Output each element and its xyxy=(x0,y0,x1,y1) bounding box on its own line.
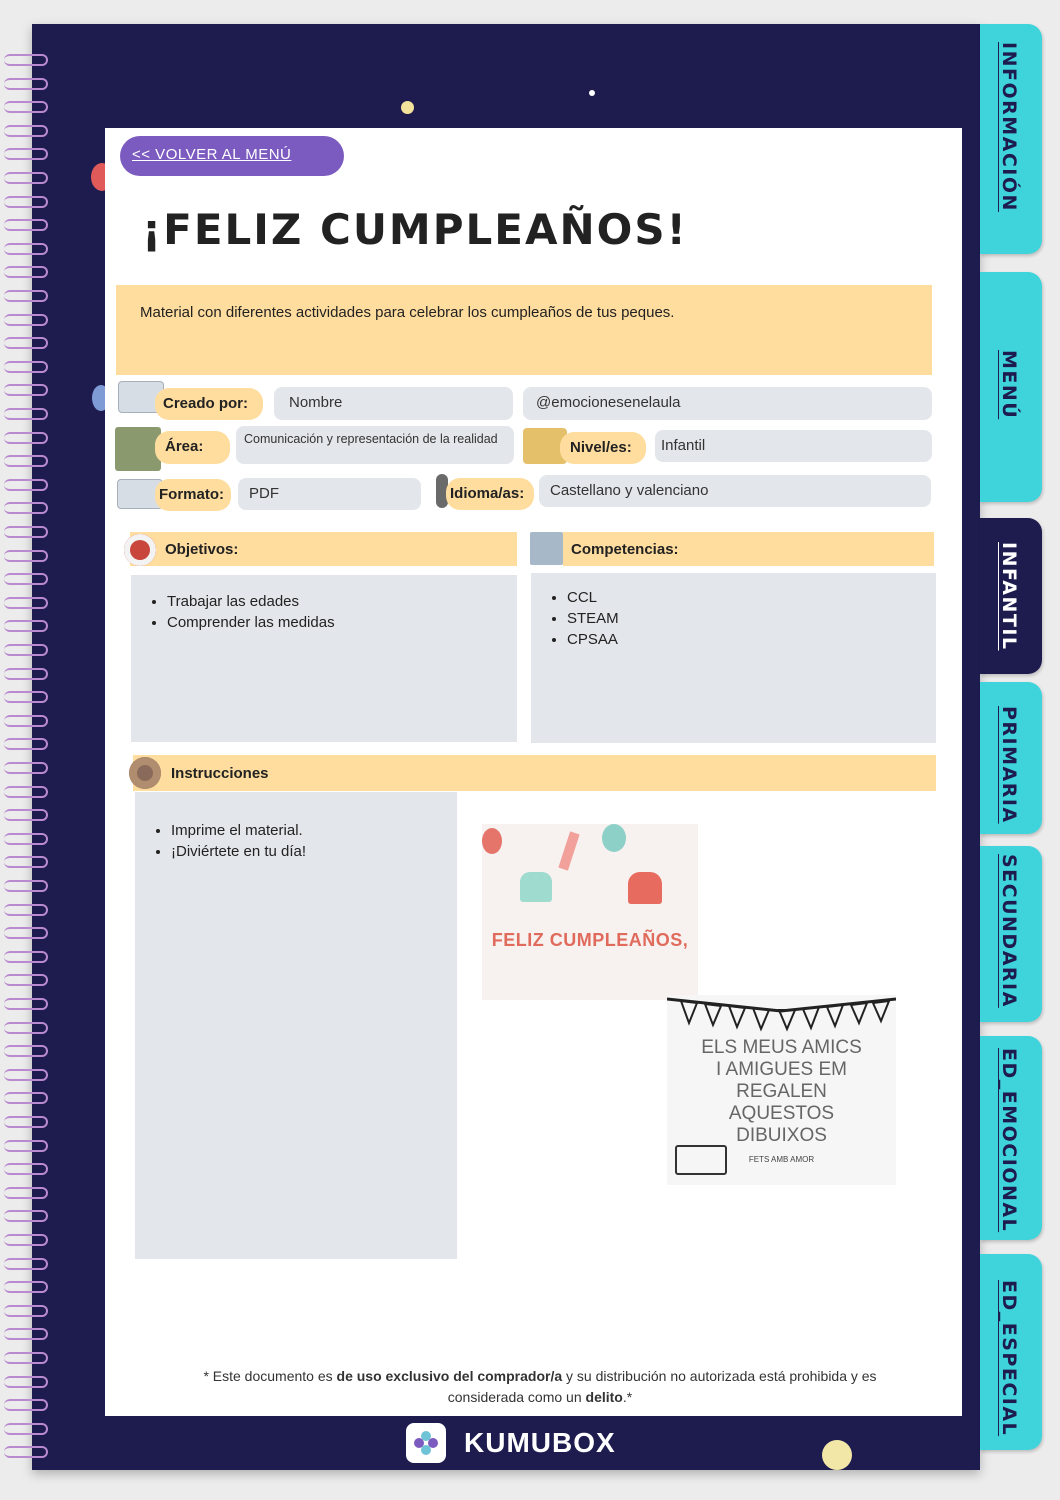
spiral-ring xyxy=(4,620,48,632)
description-text: Material con diferentes actividades para celebrar los cumpleaños de tus peques. xyxy=(140,304,675,321)
preview-card-title: FELIZ CUMPLEAÑOS, xyxy=(491,930,689,950)
language-label: Idioma/as: xyxy=(446,478,534,510)
balloon-decoration xyxy=(602,824,626,852)
spiral-ring xyxy=(4,1116,48,1128)
spiral-ring xyxy=(4,644,48,656)
spiral-ring xyxy=(4,408,48,420)
spiral-ring xyxy=(4,1305,48,1317)
spiral-ring xyxy=(4,715,48,727)
spiral-ring xyxy=(4,998,48,1010)
spiral-ring xyxy=(4,314,48,326)
star-decoration xyxy=(589,90,595,96)
spiral-ring xyxy=(4,337,48,349)
spiral-ring xyxy=(4,1140,48,1152)
tab-secundaria[interactable]: SECUNDARIA xyxy=(980,846,1042,1022)
spiral-ring xyxy=(4,974,48,986)
format-label: Formato: xyxy=(155,479,231,511)
preview-sheet-line: I AMIGUES EM xyxy=(716,1059,847,1080)
tab-infantil[interactable]: INFANTIL xyxy=(980,518,1042,674)
spiral-ring xyxy=(4,1376,48,1388)
spiral-ring xyxy=(4,1163,48,1175)
spiral-ring xyxy=(4,691,48,703)
tab-menu[interactable]: MENÚ xyxy=(980,272,1042,502)
spiral-ring xyxy=(4,951,48,963)
preview-image-drawings-sheet xyxy=(667,995,896,1185)
brand-name: KUMUBOX xyxy=(464,1427,616,1458)
spiral-ring xyxy=(4,361,48,373)
language-field: Castellano y valenciano xyxy=(539,475,931,507)
spiral-ring xyxy=(4,78,48,90)
instructions-header: Instrucciones xyxy=(133,755,936,791)
preview-sheet-footer: FETS AMB AMOR xyxy=(748,1155,815,1164)
instruction-item: • Imprime el material. xyxy=(171,820,457,841)
spiral-ring xyxy=(4,1045,48,1057)
spiral-ring xyxy=(4,148,48,160)
preview-sheet-line: AQUESTOS xyxy=(728,1103,835,1124)
instructions-list xyxy=(135,820,457,862)
preview-sheet-lines xyxy=(667,1037,896,1147)
tab-ed-especial[interactable]: ED_ESPECIAL xyxy=(980,1254,1042,1450)
target-icon xyxy=(124,534,156,566)
spiral-ring xyxy=(4,432,48,444)
description-box xyxy=(116,285,932,375)
spiral-ring xyxy=(4,125,48,137)
spiral-ring xyxy=(4,786,48,798)
spiral-ring xyxy=(4,1210,48,1222)
spiral-ring xyxy=(4,1092,48,1104)
tab-ed-emocional[interactable]: ED_EMOCIONAL xyxy=(980,1036,1042,1240)
balloon-decoration xyxy=(482,828,502,854)
spiral-ring xyxy=(4,54,48,66)
candle-decoration xyxy=(558,831,579,870)
level-field: Infantil xyxy=(655,430,932,462)
level-label: Nivel/es: xyxy=(560,432,646,464)
spiral-ring xyxy=(4,479,48,491)
spiral-ring xyxy=(4,526,48,538)
creator-name-field: Nombre xyxy=(274,387,513,420)
spiral-ring xyxy=(4,1022,48,1034)
back-to-menu-button[interactable]: << VOLVER AL MENÚ xyxy=(120,136,344,176)
spiral-ring xyxy=(4,1258,48,1270)
competency-item: • CPSAA xyxy=(567,629,936,650)
spiral-ring xyxy=(4,1069,48,1081)
spiral-ring xyxy=(4,1399,48,1411)
tab-informacion[interactable]: INFORMACIÓN xyxy=(980,24,1042,254)
spiral-ring xyxy=(4,668,48,680)
competencies-list xyxy=(531,587,936,650)
cupcake-decoration xyxy=(520,872,552,902)
spiral-ring xyxy=(4,880,48,892)
objective-item: • Comprender las medidas xyxy=(167,612,517,633)
spiral-ring xyxy=(4,266,48,278)
spiral-ring xyxy=(4,833,48,845)
cupcake-decoration xyxy=(628,872,662,904)
spiral-ring xyxy=(4,573,48,585)
star-decoration xyxy=(401,101,414,114)
books-shelf-icon xyxy=(530,532,563,565)
spiral-ring xyxy=(4,856,48,868)
spiral-ring xyxy=(4,927,48,939)
page-title: ¡FELIZ CUMPLEAÑOS! xyxy=(142,205,688,254)
spiral-ring xyxy=(4,1234,48,1246)
spiral-ring xyxy=(4,738,48,750)
spiral-ring xyxy=(4,904,48,916)
spiral-ring xyxy=(4,243,48,255)
spiral-ring xyxy=(4,219,48,231)
area-field: Comunicación y representación de la realidad xyxy=(236,426,514,464)
spiral-ring xyxy=(4,196,48,208)
spiral-binding xyxy=(4,40,50,1480)
objectives-header: Objetivos: xyxy=(130,532,517,566)
spiral-ring xyxy=(4,384,48,396)
spiral-ring xyxy=(4,1281,48,1293)
spiral-ring xyxy=(4,1446,48,1458)
kumubox-logo-icon xyxy=(406,1423,446,1463)
spiral-ring xyxy=(4,455,48,467)
objectives-list xyxy=(131,591,517,633)
preview-sheet-line: ELS MEUS AMICS xyxy=(701,1037,862,1058)
spiral-ring xyxy=(4,809,48,821)
tab-primaria[interactable]: PRIMARIA xyxy=(980,682,1042,834)
spiral-ring xyxy=(4,597,48,609)
competencies-box xyxy=(531,573,936,743)
objective-item: • Trabajar las edades xyxy=(167,591,517,612)
spiral-ring xyxy=(4,101,48,113)
spiral-ring xyxy=(4,172,48,184)
brand-logo xyxy=(406,1423,616,1463)
format-field: PDF xyxy=(238,478,421,510)
competency-item: • STEAM xyxy=(567,608,936,629)
spiral-ring xyxy=(4,290,48,302)
competency-item: • CCL xyxy=(567,587,936,608)
area-label: Área: xyxy=(155,431,230,464)
competencies-header: Competencias: xyxy=(563,532,934,566)
star-decoration xyxy=(822,1440,852,1470)
copyright-note: * Este documento es de uso exclusivo del comprador/a y su distribución no autorizada está prohibida y es considerada como un delito.* xyxy=(203,1368,877,1405)
bunting-decoration xyxy=(667,995,896,1035)
creator-handle-field: @emocionesenelaula xyxy=(523,387,932,420)
preview-sheet-line: DIBUIXOS xyxy=(736,1125,827,1146)
instruction-item: • ¡Diviértete en tu día! xyxy=(171,841,457,862)
spiral-ring xyxy=(4,762,48,774)
spiral-ring xyxy=(4,1328,48,1340)
objectives-box xyxy=(131,575,517,742)
instructions-box xyxy=(135,792,457,1259)
spiral-ring xyxy=(4,1423,48,1435)
preview-sheet-line: REGALEN xyxy=(736,1081,827,1102)
spiral-ring xyxy=(4,502,48,514)
spiral-ring xyxy=(4,1352,48,1364)
created-by-label: Creado por: xyxy=(155,388,263,420)
spiral-ring xyxy=(4,1187,48,1199)
gear-icon xyxy=(129,757,161,789)
spiral-ring xyxy=(4,550,48,562)
preview-image-birthday-card xyxy=(482,824,698,1000)
